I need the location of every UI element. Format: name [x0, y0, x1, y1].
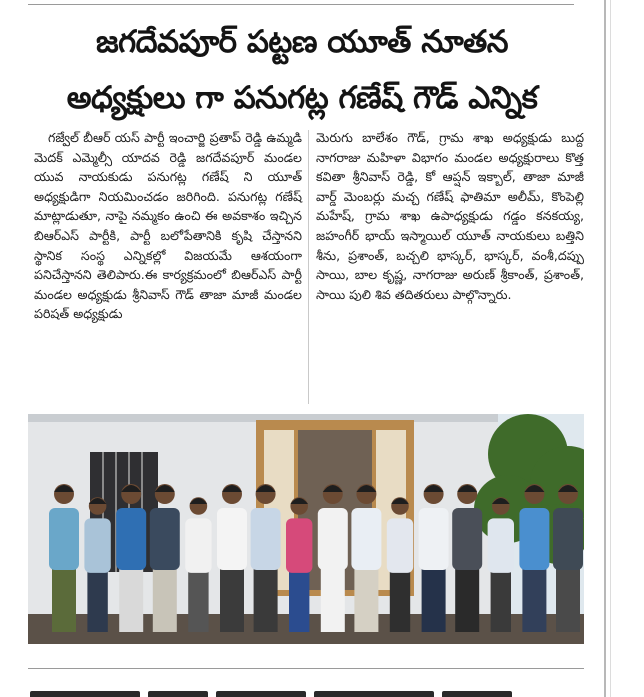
person-legs — [321, 566, 345, 632]
person-legs — [289, 569, 309, 632]
person-torso — [318, 508, 348, 570]
article-headline — [24, 14, 580, 126]
news-photo — [28, 414, 584, 644]
person-legs — [422, 566, 446, 632]
column-divider — [308, 130, 309, 404]
person-torso — [116, 508, 146, 570]
person-legs — [254, 566, 278, 632]
person-legs — [153, 566, 177, 632]
person-legs — [119, 566, 143, 632]
person-legs — [455, 566, 479, 632]
person-legs — [390, 569, 410, 632]
person-legs — [188, 569, 208, 632]
person-torso — [84, 518, 110, 573]
top-rule — [28, 4, 574, 5]
person-torso — [150, 508, 180, 570]
person-torso — [251, 508, 281, 570]
group-photo-illustration — [28, 414, 584, 644]
person-torso — [488, 518, 514, 573]
person-torso — [553, 508, 583, 570]
person-legs — [87, 569, 107, 632]
person-torso — [217, 508, 247, 570]
person-legs — [491, 569, 511, 632]
article-column-left: గజ్వేల్ బీఆర్ యస్ పార్టీ ఇంచార్జి ప్రతాప్ రెడ్డి ఉమ్మడి మెదక్ ఎమ్మెల్సీ యాదవ రెడ్డి జగదేవపూర్ మండల యువ నాయకుడు పనుగట్ల గణేష్ ని యూత్ అధ్యక్షుడిగా నియమించడం జరిగింది. పనుగట్ల గణేష్ మాట్లాడుతూ, నాపై నమ్మకం ఉంచి ఈ అవకాశం ఇచ్చిన బిఆర్ఎస్ పార్టీకి, పార్టీ బలోపేతానికి కృషి చేస్తానని స్థానిక సంస్థ ఎన్నికల్లో విజయమే ఆశయంగా పనిచేస్తానని తెలిపారు.ఈ కార్యక్రమంలో బిఆర్ఎస్ పార్టీ మండల అధ్యక్షుడు శ్రీనివాస్ గౌడ్ తాజా మాజీ మండల పరిషత్ అధ్యక్షుడు — [34, 130, 302, 322]
person-legs — [556, 566, 580, 632]
bottom-rule — [28, 668, 584, 669]
person-torso — [49, 508, 79, 570]
next-article-headline-fragment — [30, 684, 586, 697]
person-torso — [519, 508, 549, 570]
headline-line-2: అధ్యక్షులు గా పనుగట్ల గణేష్ గౌడ్ ఎన్నిక — [66, 80, 538, 116]
person-legs — [220, 566, 244, 632]
person-torso — [387, 518, 413, 573]
person-torso — [419, 508, 449, 570]
person-torso — [452, 508, 482, 570]
column-gutter-rule-secondary — [610, 0, 611, 697]
person-legs — [52, 566, 76, 632]
person-torso — [286, 518, 312, 573]
person-legs — [522, 566, 546, 632]
headline-line-1: జగదేవపూర్ పట్టణ యూత్ నూతన — [95, 24, 509, 60]
person-torso — [185, 518, 211, 573]
person-torso — [351, 508, 381, 570]
article-column-right: మెరుగు బాలేశం గౌడ్, గ్రామ శాఖ అధ్యక్షుడు బుద్ద నాగరాజు మహిళా విభాగం మండల అధ్యక్షురాలు కొత్త కవితా శ్రీనివాస్ రెడ్డి, కో ఆప్షన్ ఇక్బాల్, తాజా మాజీ వార్డ్ మెంబర్లు మచ్చ గణేష్ ఫాతిమా అలీమ్, కొంపెల్లి మహేష్, గ్రామ శాఖ ఉపాధ్యక్షుడు గడ్డం కనకయ్య, జహంగీర్ భాయ్ ఇస్మాయిల్ యూత్ నాయకులు బత్తిని శీను, ప్రశాంత్, బచ్చలి భాస్కర్, భాస్కర్, వంశీ,దప్పు సాయి, బాల కృష్ణ, నాగరాజు అరుణ్ శ్రీకాంత్, ప్రశాంత్, సాయి పులి శివ తదితరులు పాల్గొన్నారు. — [316, 130, 584, 302]
column-gutter-rule — [604, 0, 606, 697]
person-legs — [354, 566, 378, 632]
